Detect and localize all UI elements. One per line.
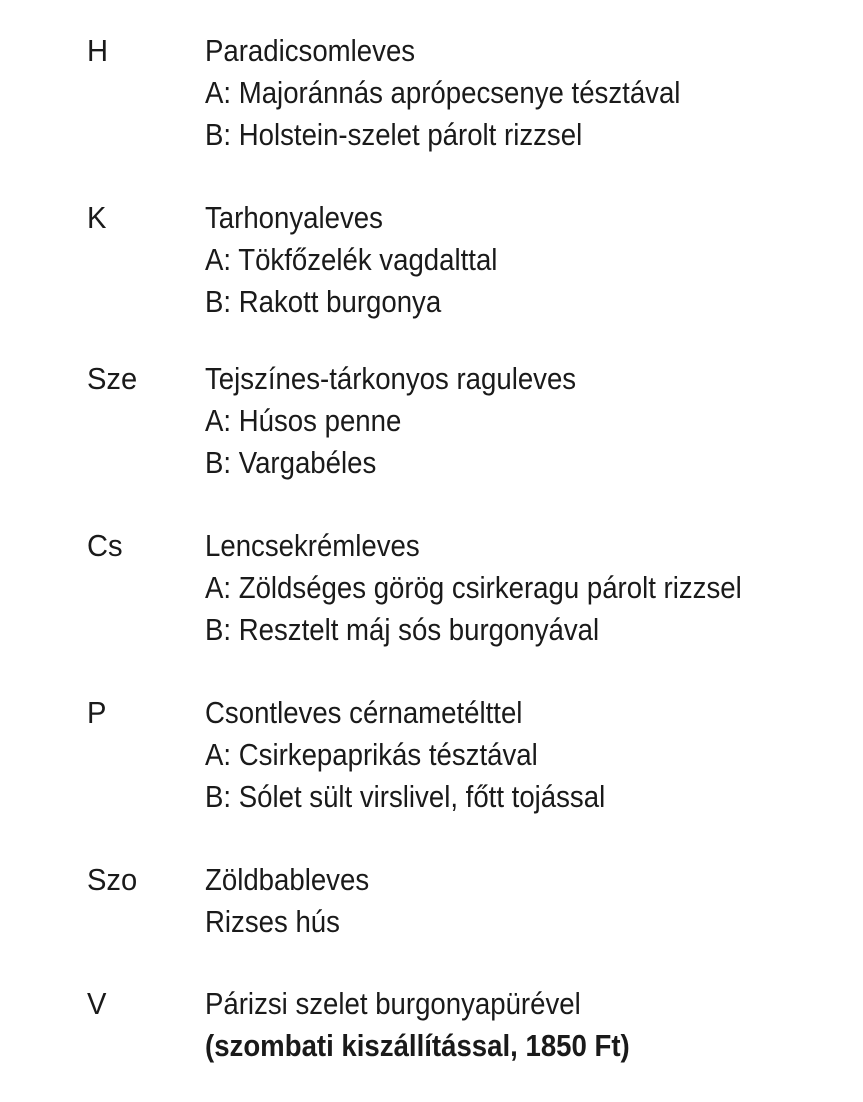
dish-list (205, 525, 808, 651)
dish-list (205, 197, 534, 323)
option-b: B: Rakott burgonya (205, 284, 442, 319)
main-dish: Rizses hús (205, 904, 340, 939)
day-code: P (87, 695, 107, 730)
option-a: A: Húsos penne (205, 403, 402, 438)
dish-list (205, 30, 739, 156)
option-a: A: Csirkepaprikás tésztával (205, 737, 538, 772)
soup: Tejszínes-tárkonyos raguleves (205, 361, 577, 396)
day-code: V (87, 986, 107, 1021)
soup: Paradicsomleves (205, 33, 416, 68)
dish-list (205, 692, 655, 818)
dish-list (205, 358, 622, 484)
option-b: B: Holstein-szelet párolt rizzsel (205, 117, 583, 152)
soup: Tarhonyaleves (205, 200, 383, 235)
day-code: Sze (87, 361, 138, 396)
soup: Zöldbableves (205, 862, 370, 897)
option-b: B: Sólet sült virslivel, főtt tojással (205, 779, 606, 814)
day-code: Cs (87, 528, 123, 563)
option-b: B: Vargabéles (205, 445, 377, 480)
main-dish: Párizsi szelet burgonyapürével (205, 986, 581, 1021)
option-a: A: Majoránnás aprópecsenye tésztával (205, 75, 681, 110)
soup: Lencsekrémleves (205, 528, 420, 563)
day-code: H (87, 33, 109, 68)
option-b: B: Resztelt máj sós burgonyával (205, 612, 600, 647)
day-code: K (87, 200, 107, 235)
delivery-note: (szombati kiszállítással, 1850 Ft) (205, 1028, 630, 1063)
option-a: A: Tökfőzelék vagdalttal (205, 242, 498, 277)
option-a: A: Zöldséges görög csirkeragu párolt rizzsel (205, 570, 742, 605)
soup: Csontleves cérnametélttel (205, 695, 523, 730)
dish-list (205, 983, 682, 1067)
dish-list (205, 859, 389, 943)
day-code: Szo (87, 862, 138, 897)
